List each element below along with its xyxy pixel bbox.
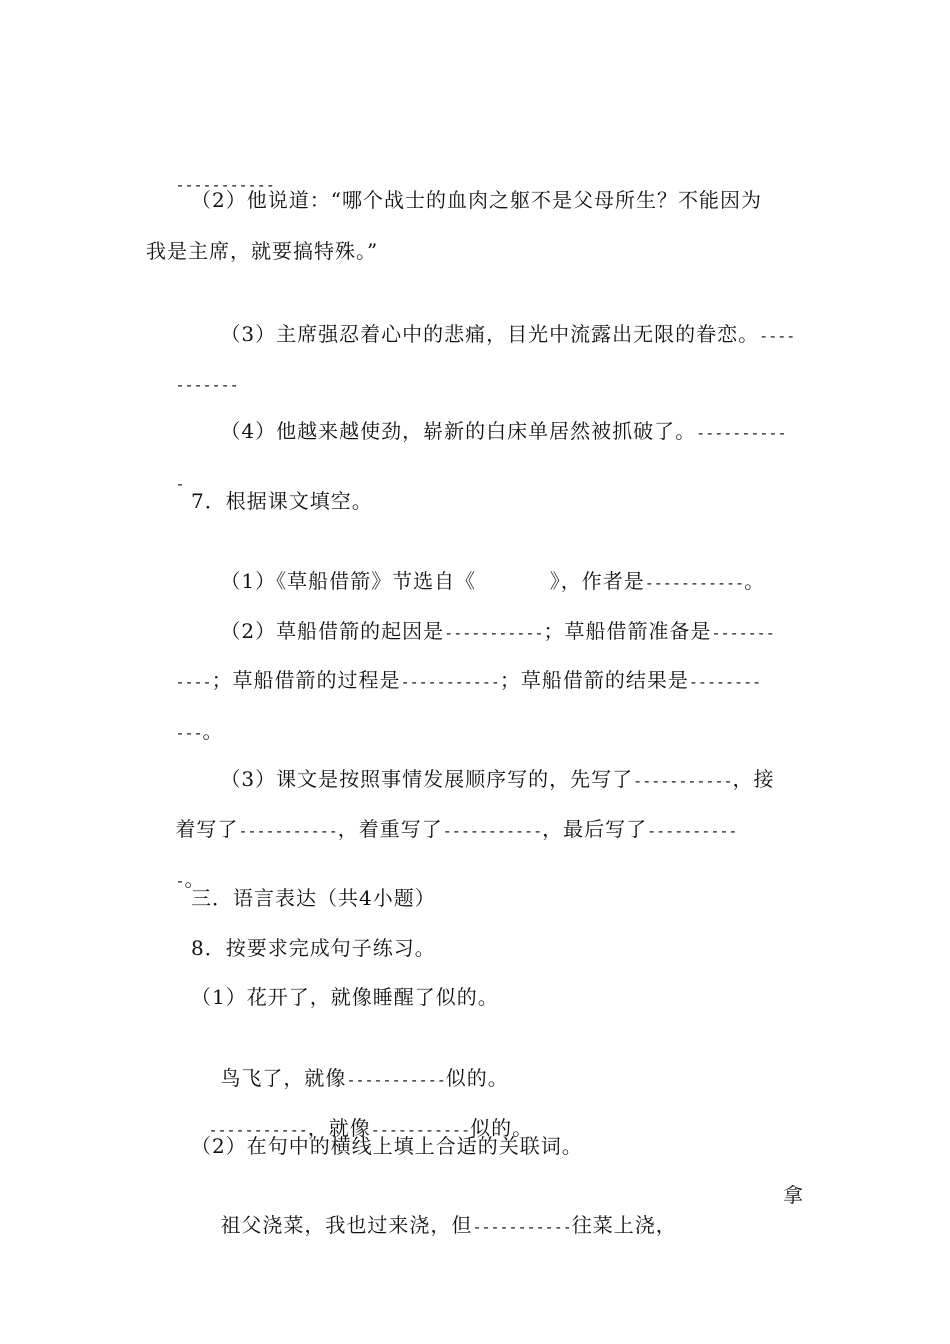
text-line: [146, 437, 184, 529]
text-segment: （2）草船借箭的起因是: [220, 619, 445, 643]
answer-blank[interactable]: -----------: [370, 1121, 471, 1139]
text-segment: （1）《草船借箭》节选自《 》，作者是: [220, 569, 645, 593]
text-line: [191, 1180, 677, 1272]
text-line: （1）花开了，就像睡醒了似的。: [191, 985, 499, 1009]
text-segment: 。: [184, 867, 206, 891]
answer-blank[interactable]: -----------: [442, 822, 543, 840]
text-segment: 祖父浇菜，我也过来浇，但: [220, 1213, 473, 1237]
answer-blank[interactable]: -----------: [444, 624, 544, 642]
question-heading: 7．根据课文填空。: [191, 489, 373, 513]
answer-blank[interactable]: ----: [175, 673, 212, 691]
text-segment: ，着重写了: [337, 817, 443, 841]
text-line: 拿: [783, 1183, 804, 1207]
answer-blank[interactable]: --------: [688, 673, 762, 691]
text-segment: ，最后写了: [542, 817, 648, 841]
answer-blank[interactable]: ---: [175, 724, 203, 742]
text-segment: ；草船借箭准备是: [543, 619, 712, 643]
text-segment: （3）课文是按照事情发展顺序写的，先写了: [220, 767, 634, 791]
answer-blank[interactable]: -----------: [633, 772, 733, 790]
text-segment: 似的。: [470, 1116, 534, 1140]
text-segment: ；草船借箭的结果是: [499, 668, 689, 692]
text-line: [146, 635, 761, 727]
text-segment: （3）主席强忍着心中的悲痛，目光中流露出无限的眷恋。: [220, 322, 760, 346]
answer-blank[interactable]: -: [175, 872, 185, 890]
text-line: [146, 138, 275, 230]
answer-blank[interactable]: -------: [175, 376, 239, 394]
text-line: （2）他说道：“哪个战士的血肉之躯不是父母所生？不能因为: [191, 188, 762, 212]
question-heading: 8．按要求完成句子练习。: [191, 936, 436, 960]
text-segment: 似的。: [445, 1066, 509, 1090]
text-line: [179, 1083, 533, 1175]
answer-blank[interactable]: -----------: [400, 673, 500, 691]
text-segment: （4）他越来越使劲，崭新的白床单居然被抓破了。: [220, 419, 697, 443]
answer-blank[interactable]: ----: [759, 327, 796, 345]
answer-blank[interactable]: ----------: [696, 424, 787, 442]
text-line: [191, 386, 786, 478]
answer-blank[interactable]: -----------: [346, 1071, 446, 1089]
text-segment: 往菜上浇，: [571, 1213, 677, 1237]
text-line: （2）在句中的横线上填上合适的关联词。: [191, 1134, 583, 1158]
text-line: [146, 784, 737, 876]
text-line: [191, 289, 795, 381]
text-segment: 着写了: [175, 817, 239, 841]
section-heading: 三．语言表达（共4小题）: [191, 886, 436, 910]
answer-blank[interactable]: -----------: [644, 574, 745, 592]
text-segment: ；草船借箭的过程是: [211, 668, 401, 692]
text-segment: ，接: [732, 767, 775, 791]
answer-blank[interactable]: ----------: [647, 822, 738, 840]
text-segment: 鸟飞了，就像: [220, 1066, 347, 1090]
text-segment: ，就像: [307, 1116, 371, 1140]
answer-blank[interactable]: -----------: [208, 1121, 308, 1139]
text-line: 我是主席，就要搞特殊。”: [146, 239, 379, 263]
text-segment: 。: [744, 569, 766, 593]
answer-blank[interactable]: -----------: [472, 1218, 572, 1236]
answer-blank[interactable]: -------: [711, 624, 775, 642]
text-segment: 。: [202, 719, 224, 743]
answer-blank[interactable]: -----------: [175, 176, 275, 194]
answer-blank[interactable]: -: [175, 475, 185, 493]
answer-blank[interactable]: -----------: [238, 822, 338, 840]
